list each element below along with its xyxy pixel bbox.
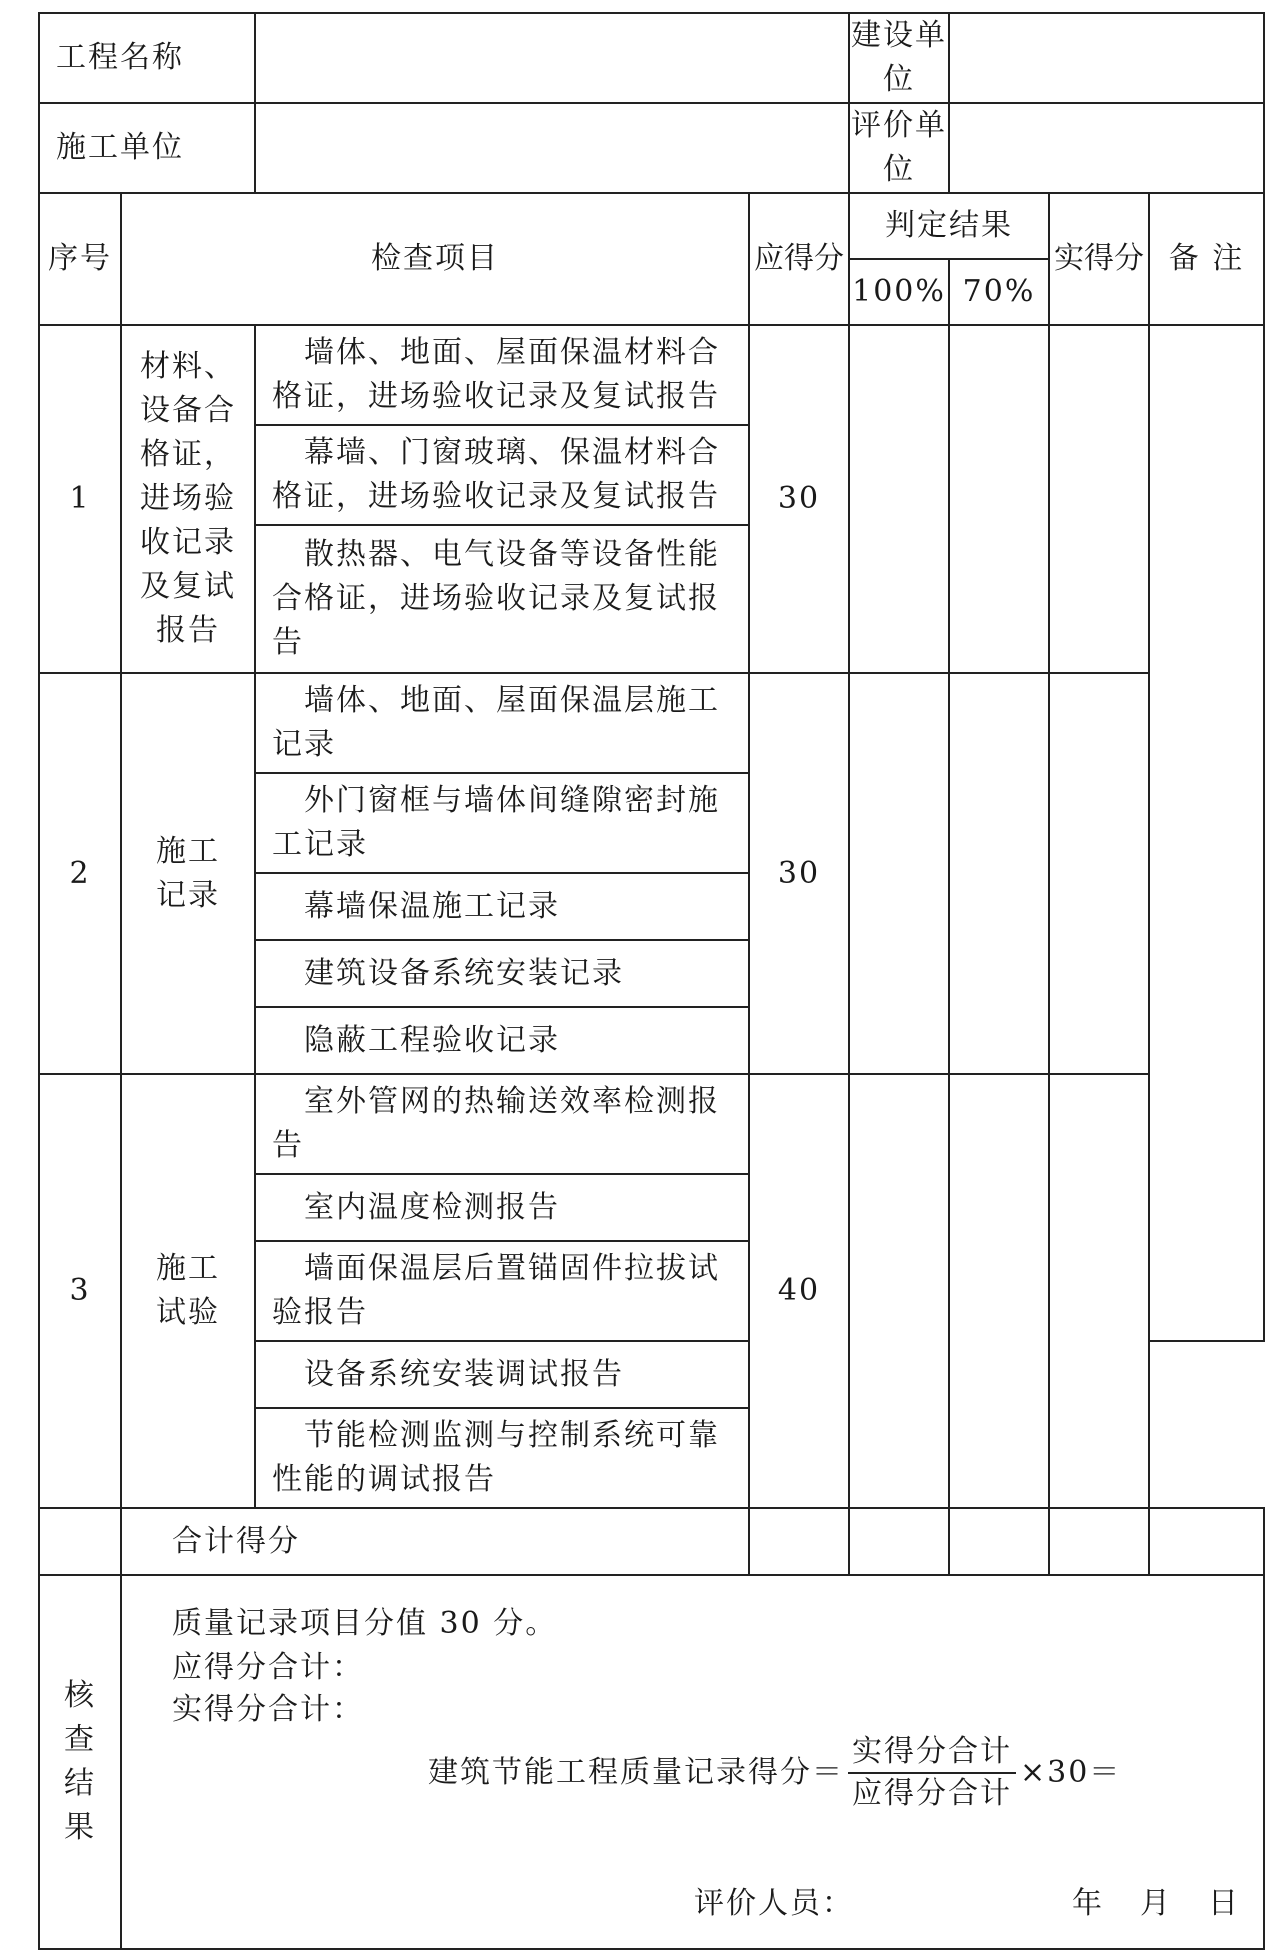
col-due-score: 应得分 — [749, 193, 849, 325]
date-month: 月 — [1140, 1886, 1172, 1921]
result-content — [121, 1575, 1264, 1949]
check-item: 墙面保温层后置锚固件拉拔试验报告 — [255, 1241, 749, 1341]
col-pct-100: 100% — [849, 259, 949, 325]
group-1-category-line: 材料、 — [140, 349, 236, 384]
result-label-char: 核 — [64, 1678, 96, 1713]
group-1-seq: 1 — [39, 325, 121, 673]
group-3-pct-100[interactable] — [849, 1074, 949, 1508]
group-1-category-line: 设备合 — [140, 393, 236, 428]
group-2-row-1 — [39, 673, 1264, 773]
result-label-char: 结 — [64, 1766, 96, 1801]
col-judgement: 判定结果 — [849, 193, 1049, 259]
quality-record-table — [38, 12, 1265, 1950]
check-item: 隐蔽工程验收记录 — [255, 1007, 749, 1074]
group-3-category — [121, 1074, 255, 1508]
check-item: 幕墙、门窗玻璃、保温材料合格证，进场验收记录及复试报告 — [255, 425, 749, 525]
date-day: 日 — [1208, 1886, 1240, 1921]
col-pct-70: 70% — [949, 259, 1049, 325]
project-name-value[interactable] — [255, 13, 849, 103]
formula-suffix: ×30＝ — [1020, 1755, 1122, 1790]
result-label — [39, 1575, 121, 1949]
group-3-due-score: 40 — [749, 1074, 849, 1508]
builder-unit-label: 施工单位 — [39, 103, 255, 193]
total-seq-cell — [39, 1508, 121, 1575]
check-item: 散热器、电气设备等设备性能合格证，进场验收记录及复试报告 — [255, 525, 749, 673]
result-label-char: 果 — [64, 1810, 96, 1845]
check-item: 建筑设备系统安装记录 — [255, 940, 749, 1007]
group-2-pct-70[interactable] — [949, 673, 1049, 1074]
evaluation-form — [38, 12, 1263, 1950]
result-row — [39, 1575, 1264, 1949]
group-2-category-line: 施工 — [156, 833, 220, 869]
group-1-category-line: 报告 — [156, 613, 220, 648]
formula-numerator: 实得分合计 — [848, 1732, 1016, 1774]
score-formula — [428, 1732, 1121, 1814]
total-actual-score[interactable] — [1049, 1508, 1149, 1575]
result-actual-total-line: 实得分合计： — [172, 1692, 364, 1727]
header-row-1 — [39, 13, 1264, 103]
group-1-category-line: 收记录 — [140, 525, 236, 560]
column-header-row-1 — [39, 193, 1264, 259]
group-1-category-line: 及复试 — [140, 569, 236, 604]
group-2-due-score: 30 — [749, 673, 849, 1074]
col-actual-score: 实得分 — [1049, 193, 1149, 325]
check-item: 节能检测监测与控制系统可靠性能的调试报告 — [255, 1408, 749, 1508]
group-3-category-line: 施工 — [156, 1251, 220, 1286]
check-item: 设备系统安装调试报告 — [255, 1341, 749, 1408]
group-1-category — [121, 325, 255, 673]
total-pct-70[interactable] — [949, 1508, 1049, 1575]
check-item: 墙体、地面、屋面保温材料合格证，进场验收记录及复试报告 — [255, 325, 749, 425]
project-name-label: 工程名称 — [39, 13, 255, 103]
group-2-category — [121, 673, 255, 1074]
group-3-actual-score[interactable] — [1049, 1074, 1149, 1508]
col-seq: 序号 — [39, 193, 121, 325]
group-2-pct-100[interactable] — [849, 673, 949, 1074]
result-label-char: 查 — [64, 1722, 96, 1757]
group-1-actual-score[interactable] — [1049, 325, 1149, 673]
check-item: 外门窗框与墙体间缝隙密封施工记录 — [255, 773, 749, 873]
group-1-pct-70[interactable] — [949, 325, 1049, 673]
remark-cell[interactable] — [1149, 325, 1264, 1341]
check-item: 幕墙保温施工记录 — [255, 873, 749, 940]
total-label: 合计得分 — [121, 1508, 749, 1575]
group-2-actual-score[interactable] — [1049, 673, 1149, 1074]
group-1-category-line: 进场验 — [140, 481, 236, 516]
group-2-seq: 2 — [39, 673, 121, 1074]
check-item: 墙体、地面、屋面保温层施工记录 — [255, 673, 749, 773]
evaluator-label: 评价人员： — [694, 1886, 854, 1921]
group-1-row-1 — [39, 325, 1264, 425]
formula-prefix: 建筑节能工程质量记录得分＝ — [428, 1755, 844, 1790]
group-3-category-line: 试验 — [156, 1295, 220, 1330]
col-check-item: 检查项目 — [121, 193, 749, 325]
group-1-due-score: 30 — [749, 325, 849, 673]
group-1-pct-100[interactable] — [849, 325, 949, 673]
date-year: 年 — [1072, 1886, 1104, 1921]
col-remark: 备 注 — [1149, 193, 1264, 325]
formula-fraction — [848, 1732, 1016, 1814]
evaluation-unit-value[interactable] — [949, 103, 1264, 193]
total-remark[interactable] — [1149, 1508, 1264, 1575]
construction-unit-label: 建设单位 — [849, 13, 949, 103]
total-due-score[interactable] — [749, 1508, 849, 1575]
group-3-pct-70[interactable] — [949, 1074, 1049, 1508]
total-row — [39, 1508, 1264, 1575]
total-pct-100[interactable] — [849, 1508, 949, 1575]
header-row-2 — [39, 103, 1264, 193]
group-3-seq: 3 — [39, 1074, 121, 1508]
group-2-category-line: 记录 — [156, 877, 220, 913]
check-item: 室内温度检测报告 — [255, 1174, 749, 1241]
result-due-total-line: 应得分合计： — [172, 1650, 364, 1685]
result-score-value-line: 质量记录项目分值 30 分。 — [172, 1606, 558, 1641]
group-1-category-line: 格证， — [140, 437, 236, 472]
builder-unit-value[interactable] — [255, 103, 849, 193]
formula-denominator: 应得分合计 — [852, 1776, 1012, 1811]
construction-unit-value[interactable] — [949, 13, 1264, 103]
group-3-row-1 — [39, 1074, 1264, 1174]
evaluation-unit-label: 评价单位 — [849, 103, 949, 193]
check-item: 室外管网的热输送效率检测报告 — [255, 1074, 749, 1174]
